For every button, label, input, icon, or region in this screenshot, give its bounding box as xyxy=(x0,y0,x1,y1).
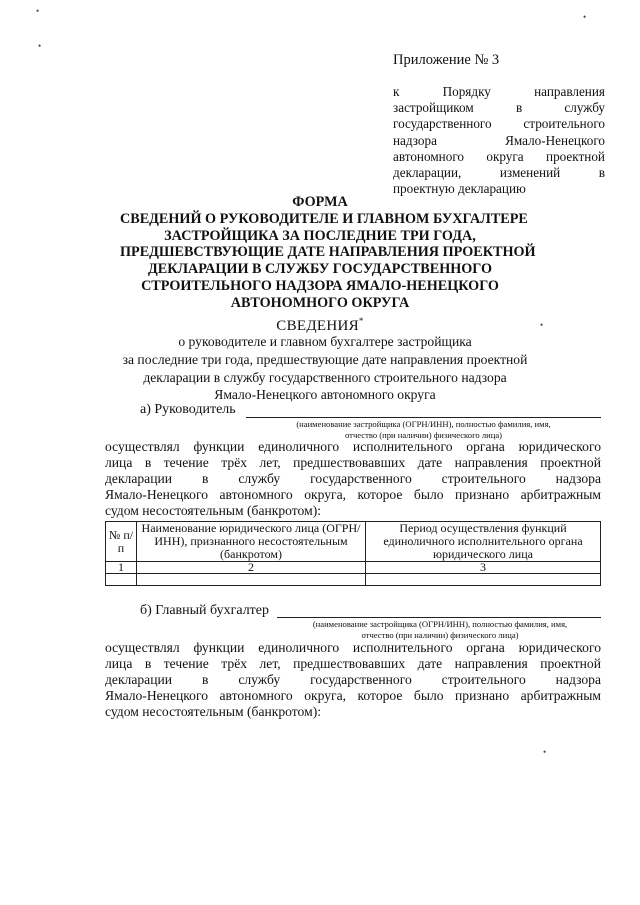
table-row xyxy=(106,574,601,586)
svedeniya-heading-text: СВЕДЕНИЯ xyxy=(276,318,359,334)
svedeniya-subtitle xyxy=(100,333,550,404)
section-a-input-line[interactable] xyxy=(246,417,601,418)
appendix-reference-line: государственного строительного xyxy=(393,116,605,132)
section-b-hint-line: отчество (при наличии) физического лица) xyxy=(361,630,519,641)
section-b-hint-line: (наименование застройщика (ОГРН/ИНН), полностью фамилия, имя, xyxy=(312,619,568,629)
section-a-hint-line: отчество (при наличии) физического лица) xyxy=(345,430,502,441)
table-column-number: 1 xyxy=(106,562,137,574)
section-a-paragraph-line: судом несостоятельным (банкротом): xyxy=(105,503,321,518)
appendix-reference xyxy=(393,84,605,197)
section-b-input-line[interactable] xyxy=(277,617,601,618)
section-a-label: а) Руководитель xyxy=(140,402,236,417)
form-title-line: АВТОНОМНОГО ОКРУГА xyxy=(230,294,410,311)
form-title-line: СВЕДЕНИЙ О РУКОВОДИТЕЛЕ И ГЛАВНОМ БУХГАЛТЕРЕ xyxy=(120,210,528,227)
footnote-mark: * xyxy=(358,316,364,326)
form-title xyxy=(120,194,536,312)
appendix-title: Приложение № 3 xyxy=(393,52,500,68)
form-title-line: ПРЕДШЕВСТВУЮЩИЕ ДАТЕ НАПРАВЛЕНИЯ ПРОЕКТНОЙ xyxy=(120,244,536,261)
form-title-line: ФОРМА xyxy=(292,194,348,210)
table-cell[interactable] xyxy=(137,574,366,586)
appendix-reference-line: декларации, изменений в xyxy=(393,165,605,181)
scan-speck: • xyxy=(38,41,42,51)
section-b-label: б) Главный бухгалтер xyxy=(140,603,270,618)
appendix-reference-line: к Порядку направления xyxy=(393,84,605,99)
section-b-hint xyxy=(270,619,610,641)
section-a-paragraph-line: Ямало-Ненецкого автономного округа, которое было признано арбитражным xyxy=(105,487,601,502)
scan-speck: • xyxy=(540,320,544,330)
svedeniya-subtitle-line: за последние три года, предшествующие дате направления проектной xyxy=(122,351,528,367)
table-header-row xyxy=(106,522,601,562)
table-column-number: 3 xyxy=(366,562,601,574)
table-header-cell: № п/п xyxy=(106,522,137,562)
section-b-paragraph-line: декларации в службу государственного строительного надзора xyxy=(105,672,601,687)
table-column-number: 2 xyxy=(137,562,366,574)
appendix-reference-line: автономного округа проектной xyxy=(393,148,605,164)
svedeniya-subtitle-line: о руководителе и главном бухгалтере застройщика xyxy=(178,334,472,349)
section-b-paragraph xyxy=(105,640,601,720)
table-cell[interactable] xyxy=(106,574,137,586)
appendix-reference-line: надзора Ямало-Ненецкого xyxy=(393,132,605,148)
bankruptcy-table xyxy=(105,521,601,586)
scan-speck: • xyxy=(36,6,40,16)
appendix-reference-line: застройщиком в службу xyxy=(393,100,605,116)
table-cell[interactable] xyxy=(366,574,601,586)
section-a-paragraph-line: декларации в службу государственного строительного надзора xyxy=(105,471,601,486)
svedeniya-subtitle-line: Ямало-Ненецкого автономного округа xyxy=(214,387,436,403)
section-b-paragraph-line: Ямало-Ненецкого автономного округа, которое было признано арбитражным xyxy=(105,688,601,703)
section-a-paragraph xyxy=(105,439,601,519)
section-a-hint-line: (наименование застройщика (ОГРН/ИНН), полностью фамилия, имя, xyxy=(296,419,551,429)
section-b-paragraph-line: лица в течение трёх лет, предшествовавших дате направления проектной xyxy=(105,656,601,671)
form-title-line: ДЕКЛАРАЦИИ В СЛУЖБУ ГОСУДАРСТВЕННОГО xyxy=(147,261,493,278)
scan-speck: • xyxy=(543,747,547,757)
table-header-cell: Наименование юридического лица (ОГРН/ИНН), признанного несостоятельным (банкротом) xyxy=(137,522,366,562)
section-a-paragraph-line: осуществлял функции единоличного исполнительного органа юридического xyxy=(105,439,601,454)
form-title-line: СТРОИТЕЛЬНОГО НАДЗОРА ЯМАЛО-НЕНЕЦКОГО xyxy=(141,277,499,294)
form-title-line: ЗАСТРОЙЩИКА ЗА ПОСЛЕДНИЕ ТРИ ГОДА, xyxy=(164,227,476,244)
table-header-cell: Период осуществления функций единоличного исполнительного органа юридического лица xyxy=(366,522,601,562)
svedeniya-subtitle-line: декларации в службу государственного строительного надзора xyxy=(143,369,507,385)
scan-speck: • xyxy=(583,12,587,22)
section-b-paragraph-line: осуществлял функции единоличного исполнительного органа юридического xyxy=(105,640,601,655)
section-b-paragraph-line: судом несостоятельным (банкротом): xyxy=(105,704,321,719)
table-column-number-row xyxy=(106,562,601,574)
appendix-reference-line: проектную декларацию xyxy=(393,181,526,197)
section-a-paragraph-line: лица в течение трёх лет, предшествовавших дате направления проектной xyxy=(105,455,601,470)
